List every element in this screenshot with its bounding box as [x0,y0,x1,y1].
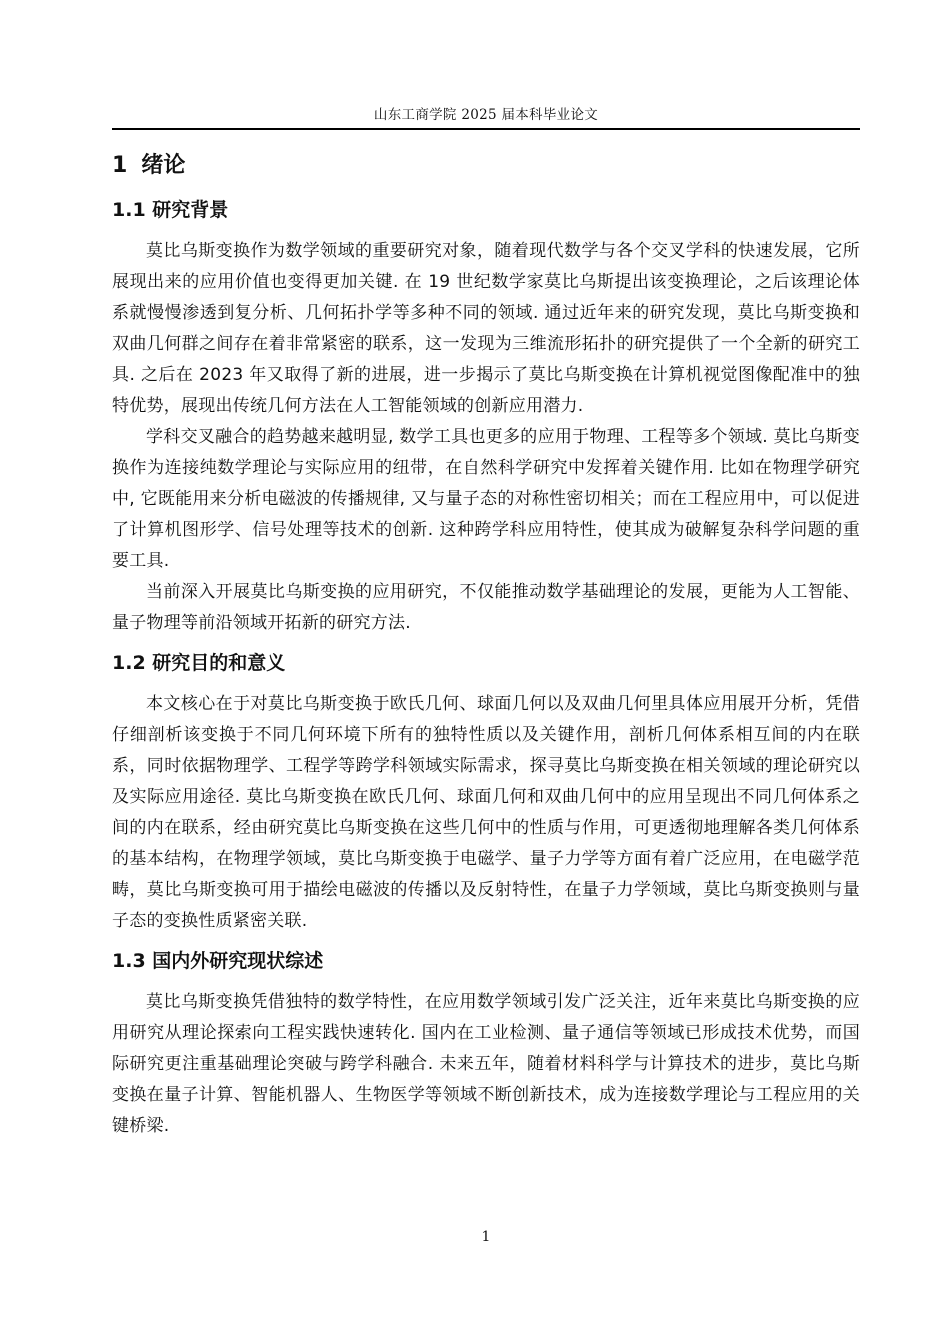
section-title: 1.3 国内外研究现状综述 [112,950,324,972]
section-title: 1.2 研究目的和意义 [112,652,286,674]
chapter-title-text: 绪论 [141,153,186,178]
running-header: 山东工商学院 2025 届本科毕业论文 [373,107,599,123]
paragraph: 本文核心在于对莫比乌斯变换于欧氏几何、球面几何以及双曲几何里具体应用展开分析，凭借仔细剖析该变换于不同几何环境下所有的独特性质以及关键作用，剖析几何体系相互间的内在联系，同时依据物理学、工程学等跨学科领域实际需求，探寻莫比乌斯变换在相关领域的理论研究以及实际应用途径. 莫比乌斯变换在欧氏几何、球面几何和双曲几何中的应用呈现出不同几何体系之间的内在联系，经由研究莫比乌斯变换在这些几何中的性质与作用，可更透彻地理解各类几何体系的基本结构，在物理学领域，莫比乌斯变换于电磁学、量子力学等方面有着广泛应用，在电磁学范畴，莫比乌斯变换可用于描绘电磁波的传播以及反射特性，在量子力学领域，莫比乌斯变换则与量子态的变换性质紧密关联. [112,694,860,931]
chapter-number: 1 [112,153,128,178]
page-number: 1 [481,1229,491,1245]
section-literature-review [112,941,860,1142]
chapter-title [112,146,860,190]
paragraph: 当前深入开展莫比乌斯变换的应用研究，不仅能推动数学基础理论的发展，更能为人工智能、量子物理等前沿领域开拓新的研究方法. [112,582,860,633]
section-title: 1.1 研究背景 [112,199,229,221]
paragraph: 莫比乌斯变换凭借独特的数学特性，在应用数学领域引发广泛关注，近年来莫比乌斯变换的应用研究从理论探索向工程实践快速转化. 国内在工业检测、量子通信等领域已形成技术优势，而国际研究更注重基础理论突破与跨学科融合. 未来五年，随着材料科学与计算技术的进步，莫比乌斯变换在量子计算、智能机器人、生物医学等领域不断创新技术，成为连接数学理论与工程应用的关键桥梁. [112,992,860,1136]
section-purpose-significance [112,643,860,937]
paragraph: 学科交叉融合的趋势越来越明显, 数学工具也更多的应用于物理、工程等多个领域. 莫比乌斯变换作为连接纯数学理论与实际应用的纽带，在自然科学研究中发挥着关键作用. 比如在物理学研究中, 它既能用来分析电磁波的传播规律, 又与量子态的对称性密切相关；而在工程应用中，可以促进了计算机图形学、信号处理等技术的创新. 这种跨学科应用特性，使其成为破解复杂科学问题的重要工具. [112,427,860,571]
page-content [112,146,860,1142]
header-rule [112,128,860,130]
paragraph: 莫比乌斯变换作为数学领域的重要研究对象，随着现代数学与各个交叉学科的快速发展，它所展现出来的应用价值也变得更加关键. 在 19 世纪数学家莫比乌斯提出该变换理论，之后该理论体系就慢慢渗透到复分析、几何拓扑学等多种不同的领域. 通过近年来的研究发现，莫比乌斯变换和双曲几何群之间存在着非常紧密的联系，这一发现为三维流形拓扑的研究提供了一个全新的研究工具. 之后在 2023 年又取得了新的进展，进一步揭示了莫比乌斯变换在计算机视觉图像配准中的独特优势，展现出传统几何方法在人工智能领域的创新应用潜力. [112,241,860,416]
section-research-background [112,190,860,639]
